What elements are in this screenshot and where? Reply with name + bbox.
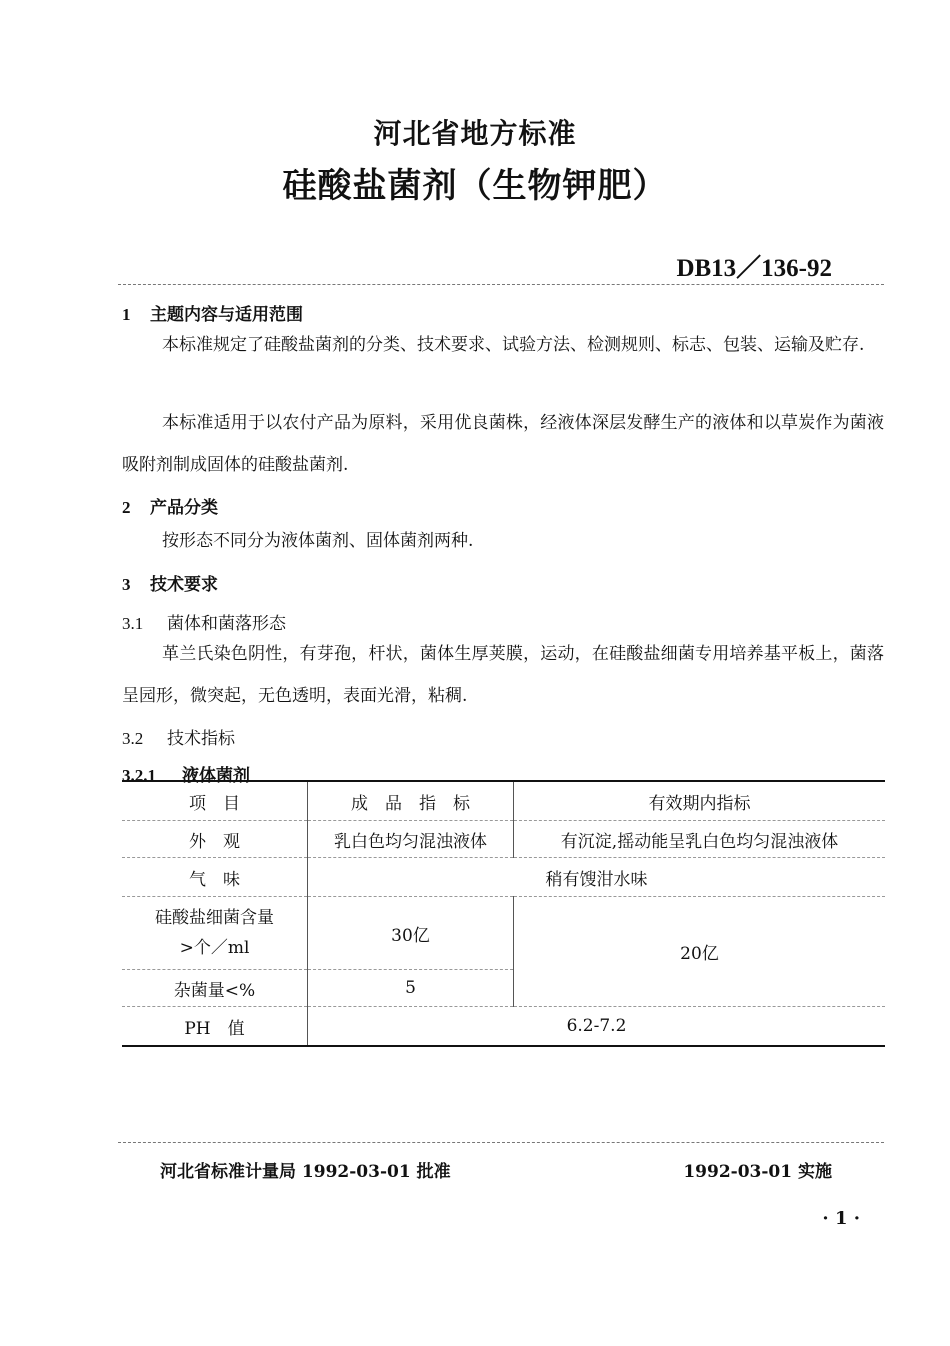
row-merged-value: 稍有馊泔水味 xyxy=(308,858,886,897)
table-row xyxy=(122,821,885,858)
row-valid: 有沉淀,摇动能呈乳白色均匀混浊液体 xyxy=(514,821,886,858)
header-divider xyxy=(118,284,884,285)
row-item: 硅酸盐细菌含量 >个／ml xyxy=(122,897,308,970)
row-item: 外 观 xyxy=(122,821,308,858)
standard-code: DB13／136-92 xyxy=(676,255,832,282)
section-2-paragraph-1: 按形态不同分为液体菌剂、固体菌剂两种. xyxy=(162,531,474,551)
section-3-2-1-title: 液体菌剂 xyxy=(182,766,250,786)
row-merged-value: 6.2-7.2 xyxy=(308,1007,886,1047)
header-product: 成 品 指 标 xyxy=(308,781,514,821)
header-item: 项 目 xyxy=(122,781,308,821)
page-number: · 1 · xyxy=(822,1208,860,1229)
section-3-1-number: 3.1 xyxy=(122,614,144,633)
table-row xyxy=(122,858,885,897)
section-2-heading xyxy=(122,493,218,518)
header-valid: 有效期内指标 xyxy=(648,793,751,814)
section-3-1-heading xyxy=(122,609,286,634)
row-item: PH 值 xyxy=(122,1007,308,1047)
section-2-number: 2 xyxy=(122,498,131,517)
row-product: 乳白色均匀混浊液体 xyxy=(308,821,514,858)
row-item: 气 味 xyxy=(122,858,308,897)
section-3-2-number: 3.2 xyxy=(122,729,144,748)
standard-title: 硅酸盐菌剂（生物钾肥） xyxy=(282,166,668,206)
section-3-2-1-number: 3.2.1 xyxy=(122,766,156,785)
section-3-2-title: 技术指标 xyxy=(167,729,235,749)
section-2-title: 产品分类 xyxy=(150,498,218,518)
liquid-agent-spec-table xyxy=(122,780,885,1047)
table-row xyxy=(122,1007,885,1047)
standard-category-title: 河北省地方标准 xyxy=(373,117,577,150)
footer-divider xyxy=(118,1142,884,1143)
section-1-paragraph-1: 本标准规定了硅酸盐菌剂的分类、技术要求、试验方法、检测规则、标志、包装、运输及贮存. xyxy=(162,335,865,355)
row-item: 杂菌量<% xyxy=(122,970,308,1007)
section-3-1-paragraph-1: 革兰氏染色阴性，有芽孢，杆状，菌体生厚荚膜，运动，在硅酸盐细菌专用培养基平板上，菌落呈园形，微突起，无色透明，表面光滑，粘稠. xyxy=(122,644,884,706)
section-3-title: 技术要求 xyxy=(150,575,218,595)
implementation-date: 1992-03-01 实施 xyxy=(683,1162,832,1182)
table-header-row xyxy=(122,781,885,821)
row-valid: 20亿 xyxy=(514,897,886,1007)
section-3-number: 3 xyxy=(122,575,131,594)
section-1-heading xyxy=(122,300,303,325)
section-1-title: 主题内容与适用范围 xyxy=(150,305,303,325)
section-3-2-heading xyxy=(122,724,235,749)
row-product: 5 xyxy=(308,970,514,1007)
section-1-number: 1 xyxy=(122,305,131,324)
row-product: 30亿 xyxy=(308,897,514,970)
table-row xyxy=(122,897,885,970)
section-1-paragraph-2: 本标准适用于以农付产品为原料，采用优良菌株，经液体深层发酵生产的液体和以草炭作为菌液吸附剂制成固体的硅酸盐菌剂. xyxy=(122,413,884,475)
section-3-1-title: 菌体和菌落形态 xyxy=(167,614,286,634)
approval-line: 河北省标准计量局 1992-03-01 批准 xyxy=(160,1162,451,1182)
section-3-heading xyxy=(122,570,218,595)
